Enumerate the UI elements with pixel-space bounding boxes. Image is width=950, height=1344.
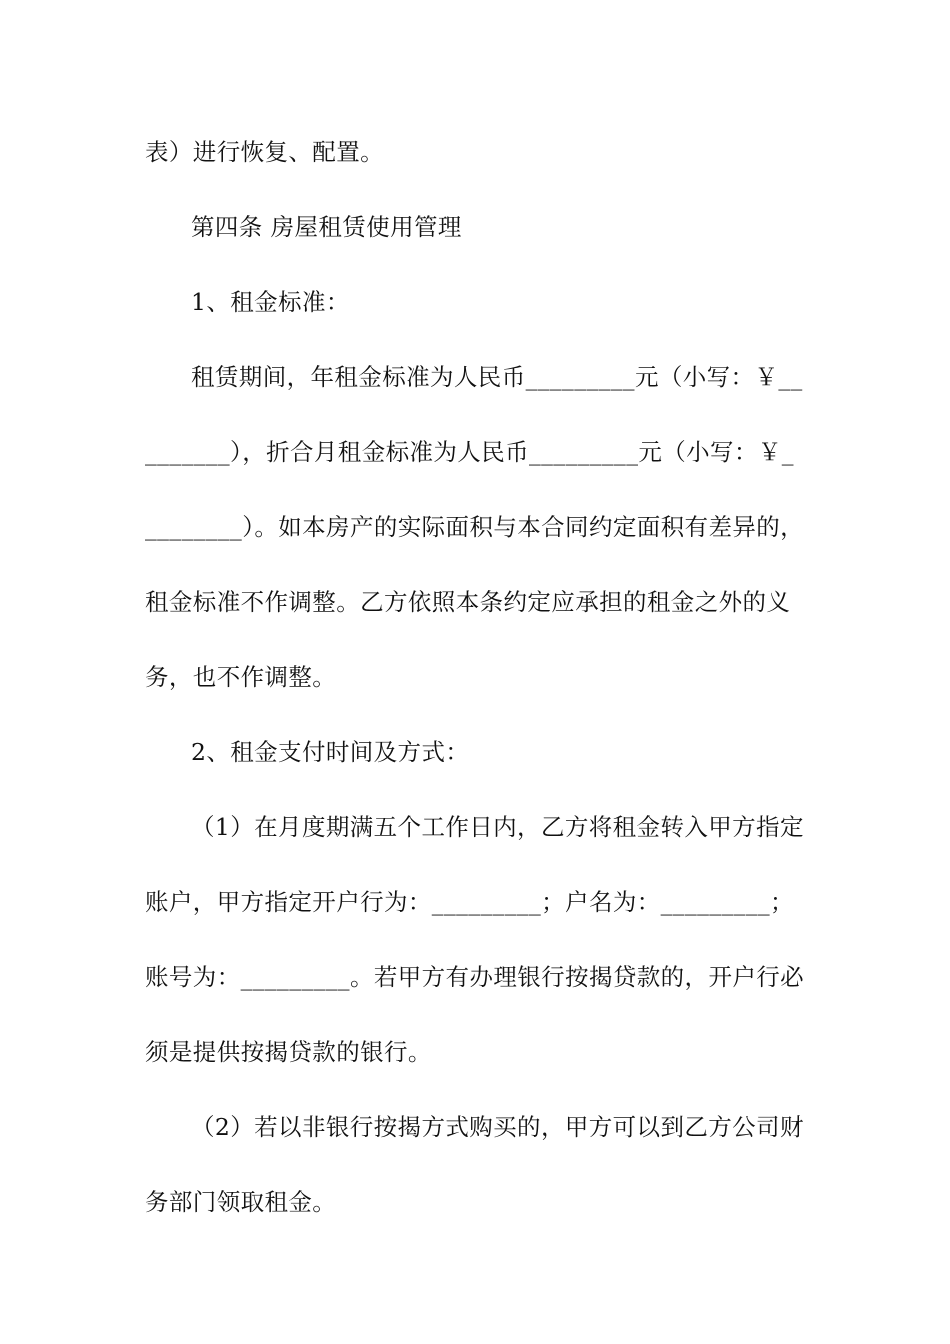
- paragraph-line: ________）。如本房产的实际面积与本合同约定面积有差异的，: [145, 513, 805, 541]
- paragraph-line: 表）进行恢复、配置。: [145, 138, 384, 166]
- paragraph-line: 租赁期间，年租金标准为人民币_________元（小写：￥__: [191, 363, 803, 391]
- paragraph-line: （2）若以非银行按揭方式购买的，甲方可以到乙方公司财: [191, 1113, 804, 1141]
- paragraph-line: 账户，甲方指定开户行为：_________；户名为：_________；: [145, 888, 794, 916]
- paragraph-line: 租金标准不作调整。乙方依照本条约定应承担的租金之外的义: [145, 588, 791, 616]
- article-heading: 第四条 房屋租赁使用管理: [191, 213, 462, 241]
- paragraph-line: 须是提供按揭贷款的银行。: [145, 1038, 432, 1066]
- section-heading: 2、租金支付时间及方式：: [191, 738, 470, 766]
- paragraph-line: （1）在月度期满五个工作日内，乙方将租金转入甲方指定: [191, 813, 804, 841]
- paragraph-line: 账号为：_________。若甲方有办理银行按揭贷款的，开户行必: [145, 963, 805, 991]
- section-heading: 1、租金标准：: [191, 288, 350, 316]
- paragraph-line: 务，也不作调整。: [145, 663, 337, 691]
- paragraph-line: _______），折合月租金标准为人民币_________元（小写：￥_: [145, 438, 794, 466]
- paragraph-line: 务部门领取租金。: [145, 1188, 337, 1216]
